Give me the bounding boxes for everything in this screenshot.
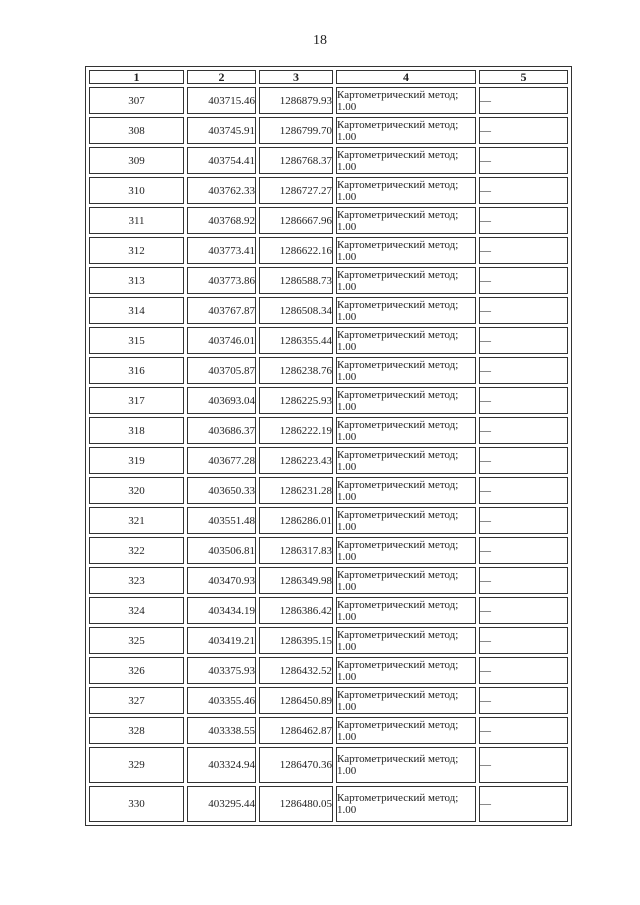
description-cell: — bbox=[479, 507, 568, 534]
y-coordinate-cell: 1286588.73 bbox=[259, 267, 333, 294]
description-cell: — bbox=[479, 567, 568, 594]
accuracy-text: 1.00 bbox=[337, 765, 357, 777]
method-cell bbox=[336, 387, 476, 414]
point-number-cell: 313 bbox=[89, 267, 184, 294]
method-text: Картометрический метод; bbox=[337, 268, 459, 281]
description-cell: — bbox=[479, 447, 568, 474]
point-number-cell: 323 bbox=[89, 567, 184, 594]
accuracy-text: 1.00 bbox=[337, 100, 357, 113]
point-number-cell: 310 bbox=[89, 177, 184, 204]
table-row bbox=[89, 417, 568, 444]
y-coordinate-cell: 1286879.93 bbox=[259, 87, 333, 114]
method-cell bbox=[336, 327, 476, 354]
accuracy-text: 1.00 bbox=[337, 160, 357, 173]
x-coordinate-cell: 403295.44 bbox=[187, 786, 256, 822]
table-row bbox=[89, 147, 568, 174]
method-cell bbox=[336, 87, 476, 114]
page-number: 18 bbox=[313, 33, 327, 48]
y-coordinate-cell: 1286386.42 bbox=[259, 597, 333, 624]
description-cell: — bbox=[479, 327, 568, 354]
method-text: Картометрический метод; bbox=[337, 478, 459, 491]
column-header-4: 4 bbox=[336, 70, 476, 84]
accuracy-text: 1.00 bbox=[337, 490, 357, 503]
description-cell: — bbox=[479, 786, 568, 822]
method-text: Картометрический метод; bbox=[337, 148, 459, 161]
method-text: Картометрический метод; bbox=[337, 178, 459, 191]
y-coordinate-cell: 1286727.27 bbox=[259, 177, 333, 204]
table-row bbox=[89, 786, 568, 822]
y-coordinate-cell: 1286355.44 bbox=[259, 327, 333, 354]
point-number-cell: 319 bbox=[89, 447, 184, 474]
accuracy-text: 1.00 bbox=[337, 310, 357, 323]
method-cell bbox=[336, 747, 476, 783]
method-text: Картометрический метод; bbox=[337, 598, 459, 611]
x-coordinate-cell: 403375.93 bbox=[187, 657, 256, 684]
point-number-cell: 330 bbox=[89, 786, 184, 822]
description-cell: — bbox=[479, 267, 568, 294]
x-coordinate-cell: 403745.91 bbox=[187, 117, 256, 144]
x-coordinate-cell: 403506.81 bbox=[187, 537, 256, 564]
y-coordinate-cell: 1286223.43 bbox=[259, 447, 333, 474]
table-row bbox=[89, 327, 568, 354]
x-coordinate-cell: 403773.41 bbox=[187, 237, 256, 264]
table-row bbox=[89, 657, 568, 684]
description-cell: — bbox=[479, 597, 568, 624]
method-cell bbox=[336, 597, 476, 624]
description-cell: — bbox=[479, 237, 568, 264]
point-number-cell: 317 bbox=[89, 387, 184, 414]
accuracy-text: 1.00 bbox=[337, 130, 357, 143]
method-cell bbox=[336, 237, 476, 264]
method-text: Картометрический метод; bbox=[337, 628, 459, 641]
x-coordinate-cell: 403551.48 bbox=[187, 507, 256, 534]
method-cell bbox=[336, 117, 476, 144]
point-number-cell: 315 bbox=[89, 327, 184, 354]
point-number-cell: 312 bbox=[89, 237, 184, 264]
coordinates-table bbox=[85, 66, 572, 826]
method-text: Картометрический метод; bbox=[337, 88, 459, 101]
point-number-cell: 308 bbox=[89, 117, 184, 144]
x-coordinate-cell: 403754.41 bbox=[187, 147, 256, 174]
method-text: Картометрический метод; bbox=[337, 688, 459, 701]
table-row bbox=[89, 567, 568, 594]
description-cell: — bbox=[479, 747, 568, 783]
method-cell bbox=[336, 537, 476, 564]
accuracy-text: 1.00 bbox=[337, 340, 357, 353]
method-text: Картометрический метод; bbox=[337, 208, 459, 221]
accuracy-text: 1.00 bbox=[337, 430, 357, 443]
accuracy-text: 1.00 bbox=[337, 250, 357, 263]
table-row bbox=[89, 687, 568, 714]
point-number-cell: 311 bbox=[89, 207, 184, 234]
method-text: Картометрический метод; bbox=[337, 753, 459, 765]
point-number-cell: 329 bbox=[89, 747, 184, 783]
x-coordinate-cell: 403686.37 bbox=[187, 417, 256, 444]
method-text: Картометрический метод; bbox=[337, 328, 459, 341]
method-text: Картометрический метод; bbox=[337, 658, 459, 671]
table-row bbox=[89, 747, 568, 783]
accuracy-text: 1.00 bbox=[337, 670, 357, 683]
description-cell: — bbox=[479, 357, 568, 384]
method-text: Картометрический метод; bbox=[337, 718, 459, 731]
x-coordinate-cell: 403338.55 bbox=[187, 717, 256, 744]
description-cell: — bbox=[479, 477, 568, 504]
y-coordinate-cell: 1286225.93 bbox=[259, 387, 333, 414]
table-row bbox=[89, 477, 568, 504]
column-header-2: 2 bbox=[187, 70, 256, 84]
method-text: Картометрический метод; bbox=[337, 298, 459, 311]
point-number-cell: 307 bbox=[89, 87, 184, 114]
method-cell bbox=[336, 357, 476, 384]
accuracy-text: 1.00 bbox=[337, 280, 357, 293]
point-number-cell: 325 bbox=[89, 627, 184, 654]
method-text: Картометрический метод; bbox=[337, 508, 459, 521]
table-row bbox=[89, 117, 568, 144]
accuracy-text: 1.00 bbox=[337, 580, 357, 593]
method-cell bbox=[336, 567, 476, 594]
method-text: Картометрический метод; bbox=[337, 418, 459, 431]
x-coordinate-cell: 403419.21 bbox=[187, 627, 256, 654]
y-coordinate-cell: 1286450.89 bbox=[259, 687, 333, 714]
y-coordinate-cell: 1286768.37 bbox=[259, 147, 333, 174]
description-cell: — bbox=[479, 417, 568, 444]
x-coordinate-cell: 403762.33 bbox=[187, 177, 256, 204]
y-coordinate-cell: 1286238.76 bbox=[259, 357, 333, 384]
method-cell bbox=[336, 627, 476, 654]
method-cell bbox=[336, 447, 476, 474]
y-coordinate-cell: 1286286.01 bbox=[259, 507, 333, 534]
method-cell bbox=[336, 507, 476, 534]
table-row bbox=[89, 447, 568, 474]
table-row bbox=[89, 177, 568, 204]
y-coordinate-cell: 1286395.15 bbox=[259, 627, 333, 654]
description-cell: — bbox=[479, 657, 568, 684]
accuracy-text: 1.00 bbox=[337, 700, 357, 713]
method-cell bbox=[336, 417, 476, 444]
table-row bbox=[89, 627, 568, 654]
column-header-3: 3 bbox=[259, 70, 333, 84]
table-row bbox=[89, 507, 568, 534]
x-coordinate-cell: 403773.86 bbox=[187, 267, 256, 294]
table-row bbox=[89, 357, 568, 384]
table-row bbox=[89, 267, 568, 294]
method-text: Картометрический метод; bbox=[337, 388, 459, 401]
accuracy-text: 1.00 bbox=[337, 520, 357, 533]
point-number-cell: 328 bbox=[89, 717, 184, 744]
x-coordinate-cell: 403693.04 bbox=[187, 387, 256, 414]
x-coordinate-cell: 403355.46 bbox=[187, 687, 256, 714]
method-text: Картометрический метод; bbox=[337, 448, 459, 461]
table-row bbox=[89, 387, 568, 414]
y-coordinate-cell: 1286622.16 bbox=[259, 237, 333, 264]
method-cell bbox=[336, 477, 476, 504]
x-coordinate-cell: 403746.01 bbox=[187, 327, 256, 354]
accuracy-text: 1.00 bbox=[337, 400, 357, 413]
method-text: Картометрический метод; bbox=[337, 792, 459, 804]
method-text: Картометрический метод; bbox=[337, 358, 459, 371]
y-coordinate-cell: 1286432.52 bbox=[259, 657, 333, 684]
y-coordinate-cell: 1286231.28 bbox=[259, 477, 333, 504]
x-coordinate-cell: 403434.19 bbox=[187, 597, 256, 624]
x-coordinate-cell: 403324.94 bbox=[187, 747, 256, 783]
point-number-cell: 316 bbox=[89, 357, 184, 384]
description-cell: — bbox=[479, 627, 568, 654]
y-coordinate-cell: 1286508.34 bbox=[259, 297, 333, 324]
accuracy-text: 1.00 bbox=[337, 640, 357, 653]
method-text: Картометрический метод; bbox=[337, 118, 459, 131]
y-coordinate-cell: 1286462.87 bbox=[259, 717, 333, 744]
x-coordinate-cell: 403705.87 bbox=[187, 357, 256, 384]
description-cell: — bbox=[479, 177, 568, 204]
y-coordinate-cell: 1286470.36 bbox=[259, 747, 333, 783]
column-header-5: 5 bbox=[479, 70, 568, 84]
x-coordinate-cell: 403767.87 bbox=[187, 297, 256, 324]
description-cell: — bbox=[479, 297, 568, 324]
method-cell bbox=[336, 177, 476, 204]
accuracy-text: 1.00 bbox=[337, 730, 357, 743]
x-coordinate-cell: 403470.93 bbox=[187, 567, 256, 594]
table-row bbox=[89, 717, 568, 744]
x-coordinate-cell: 403768.92 bbox=[187, 207, 256, 234]
accuracy-text: 1.00 bbox=[337, 190, 357, 203]
y-coordinate-cell: 1286317.83 bbox=[259, 537, 333, 564]
point-number-cell: 314 bbox=[89, 297, 184, 324]
method-cell bbox=[336, 717, 476, 744]
method-cell bbox=[336, 267, 476, 294]
table-header-row bbox=[89, 70, 568, 84]
point-number-cell: 309 bbox=[89, 147, 184, 174]
description-cell: — bbox=[479, 537, 568, 564]
point-number-cell: 320 bbox=[89, 477, 184, 504]
column-header-1: 1 bbox=[89, 70, 184, 84]
point-number-cell: 322 bbox=[89, 537, 184, 564]
method-text: Картометрический метод; bbox=[337, 238, 459, 251]
table-row bbox=[89, 537, 568, 564]
point-number-cell: 324 bbox=[89, 597, 184, 624]
point-number-cell: 321 bbox=[89, 507, 184, 534]
description-cell: — bbox=[479, 687, 568, 714]
accuracy-text: 1.00 bbox=[337, 220, 357, 233]
description-cell: — bbox=[479, 387, 568, 414]
point-number-cell: 318 bbox=[89, 417, 184, 444]
method-cell bbox=[336, 687, 476, 714]
description-cell: — bbox=[479, 717, 568, 744]
table-row bbox=[89, 297, 568, 324]
table-row bbox=[89, 597, 568, 624]
method-text: Картометрический метод; bbox=[337, 538, 459, 551]
description-cell: — bbox=[479, 147, 568, 174]
accuracy-text: 1.00 bbox=[337, 460, 357, 473]
table-row bbox=[89, 207, 568, 234]
accuracy-text: 1.00 bbox=[337, 550, 357, 563]
description-cell: — bbox=[479, 207, 568, 234]
x-coordinate-cell: 403715.46 bbox=[187, 87, 256, 114]
method-cell bbox=[336, 657, 476, 684]
method-cell bbox=[336, 147, 476, 174]
table-row bbox=[89, 87, 568, 114]
table-row bbox=[89, 237, 568, 264]
x-coordinate-cell: 403677.28 bbox=[187, 447, 256, 474]
method-cell bbox=[336, 786, 476, 822]
y-coordinate-cell: 1286667.96 bbox=[259, 207, 333, 234]
method-cell bbox=[336, 207, 476, 234]
description-cell: — bbox=[479, 117, 568, 144]
accuracy-text: 1.00 bbox=[337, 370, 357, 383]
description-cell: — bbox=[479, 87, 568, 114]
y-coordinate-cell: 1286799.70 bbox=[259, 117, 333, 144]
accuracy-text: 1.00 bbox=[337, 610, 357, 623]
point-number-cell: 327 bbox=[89, 687, 184, 714]
method-text: Картометрический метод; bbox=[337, 568, 459, 581]
y-coordinate-cell: 1286480.05 bbox=[259, 786, 333, 822]
y-coordinate-cell: 1286349.98 bbox=[259, 567, 333, 594]
method-cell bbox=[336, 297, 476, 324]
x-coordinate-cell: 403650.33 bbox=[187, 477, 256, 504]
y-coordinate-cell: 1286222.19 bbox=[259, 417, 333, 444]
point-number-cell: 326 bbox=[89, 657, 184, 684]
accuracy-text: 1.00 bbox=[337, 804, 357, 816]
